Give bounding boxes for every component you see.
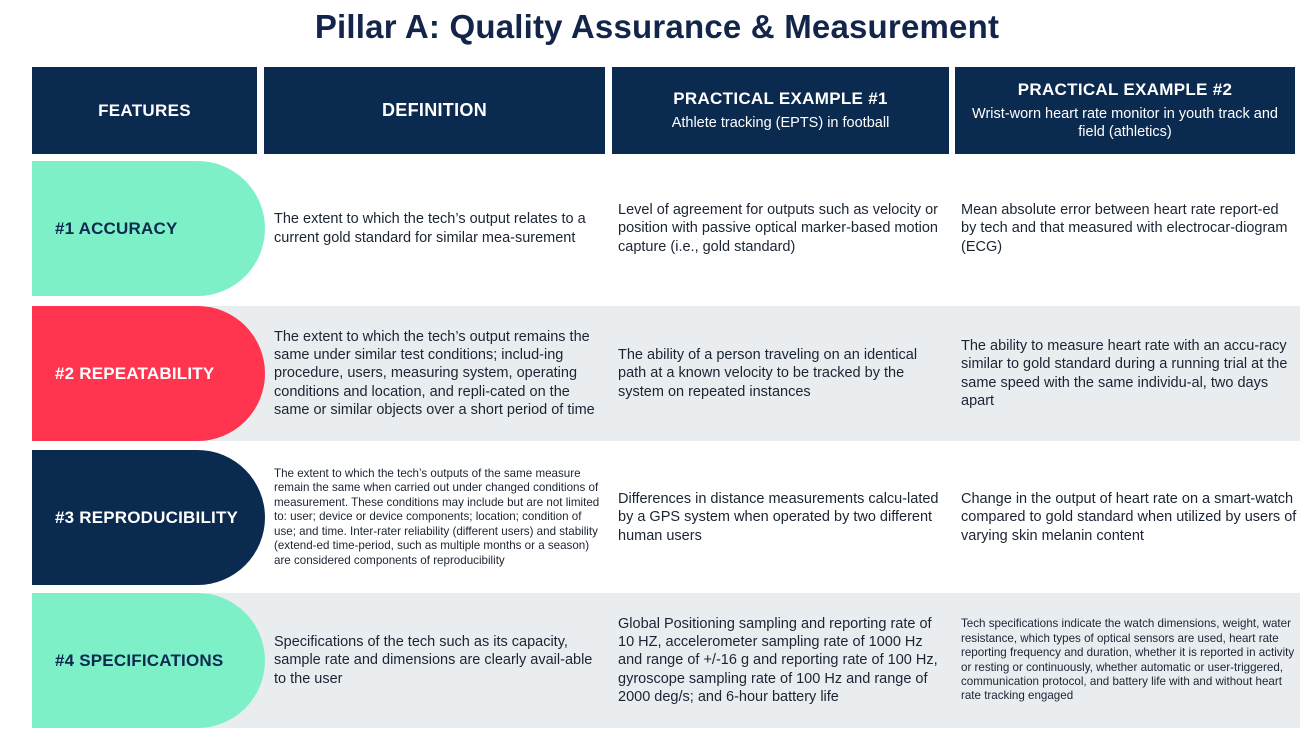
example-1-text: Level of agreement for outputs such as velocity or position with passive optical marker-based motion capture (i.e., gold standard) [618,202,938,255]
example-1-cell [618,593,948,728]
example-2-text: The ability to measure heart rate with an accu-racy similar to gold standard during a running trial at the same speed with the same individu-al, two days apart [961,338,1288,409]
header-example-2 [955,67,1295,154]
definition-cell [274,450,604,585]
definition-cell [274,161,604,296]
header-example-1-subtitle: Athlete tracking (EPTS) in football [671,114,890,131]
header-definition [264,67,605,154]
example-2-text: Mean absolute error between heart rate report-ed by tech and that measured with electrocar-diogram (ECG) [961,202,1288,255]
feature-label: #3 REPRODUCIBILITY [55,507,239,527]
feature-pill-accuracy [32,161,265,296]
definition-text: The extent to which the tech’s outputs of the same measure remain the same when carried out under changed conditions of measurement. These conditions may include but are not limited to: user; device or device components; location; condition of use; and time. Inter-rater reliability (different users) and stability (extend-ed time-period, such as multiple months or a season) are considered components of reproducibility [274,466,600,567]
definition-text: Specifications of the tech such as its capacity, sample rate and dimensions are clearly avail-able to the user [274,634,593,687]
definition-cell [274,306,604,441]
example-1-text: Differences in distance measurements calcu-lated by a GPS system when operated by two different human users [618,491,939,544]
header-features-label: FEATURES [98,100,191,120]
feature-pill-specifications [32,593,265,728]
example-2-text: Tech specifications indicate the watch dimensions, weight, water resistance, which types of optical sensors are used, heart rate reporting frequency and duration, whether it is reported in activity or resting or continuously, whether automatic or user-triggered, communication protocol, and battery life with and without heart rate tracking engaged [961,617,1295,703]
feature-label: #4 SPECIFICATIONS [55,650,224,670]
header-example-2-subtitle: Wrist-worn heart rate monitor in youth track and field (athletics) [972,105,1278,140]
feature-pill-reproducibility [32,450,265,585]
example-2-cell [961,306,1297,441]
definition-text: The extent to which the tech’s output relates to a current gold standard for similar mea-surement [274,211,586,246]
definition-cell [274,593,604,728]
example-1-cell [618,161,948,296]
example-1-text: The ability of a person traveling on an identical path at a known velocity to be tracked by the system on repeated instances [618,347,918,400]
header-example-1 [612,67,949,154]
feature-label: #1 ACCURACY [55,218,178,238]
header-features [32,67,257,154]
header-definition-label: DEFINITION [382,100,487,120]
definition-text: The extent to which the tech’s output remains the same under similar test conditions; includ-ing procedure, users, measuring system, operating conditions and location, and repli-cated on the same or similar objects over a short period of time [274,329,595,418]
example-1-cell [618,450,948,585]
example-2-cell [961,161,1297,296]
example-2-text: Change in the output of heart rate on a smart-watch compared to gold standard when utilized by users of varying skin melanin content [961,491,1297,544]
page-title: Pillar A: Quality Assurance & Measurement [314,8,1000,45]
example-1-text: Global Positioning sampling and reporting rate of 10 HZ, accelerometer sampling rate of 1000 Hz and range of +/-16 g and reporting rate of 100 Hz, gyroscope sampling rate of 100 Hz and range of 2000 deg/s; and 6-hour battery life [618,616,938,705]
example-1-cell [618,306,948,441]
example-2-cell [961,593,1297,728]
header-example-2-title: PRACTICAL EXAMPLE #2 [1017,79,1233,99]
feature-pill-repeatability [32,306,265,441]
feature-label: #2 REPEATABILITY [55,363,215,383]
header-example-1-title: PRACTICAL EXAMPLE #1 [673,88,888,108]
example-2-cell [961,450,1297,585]
